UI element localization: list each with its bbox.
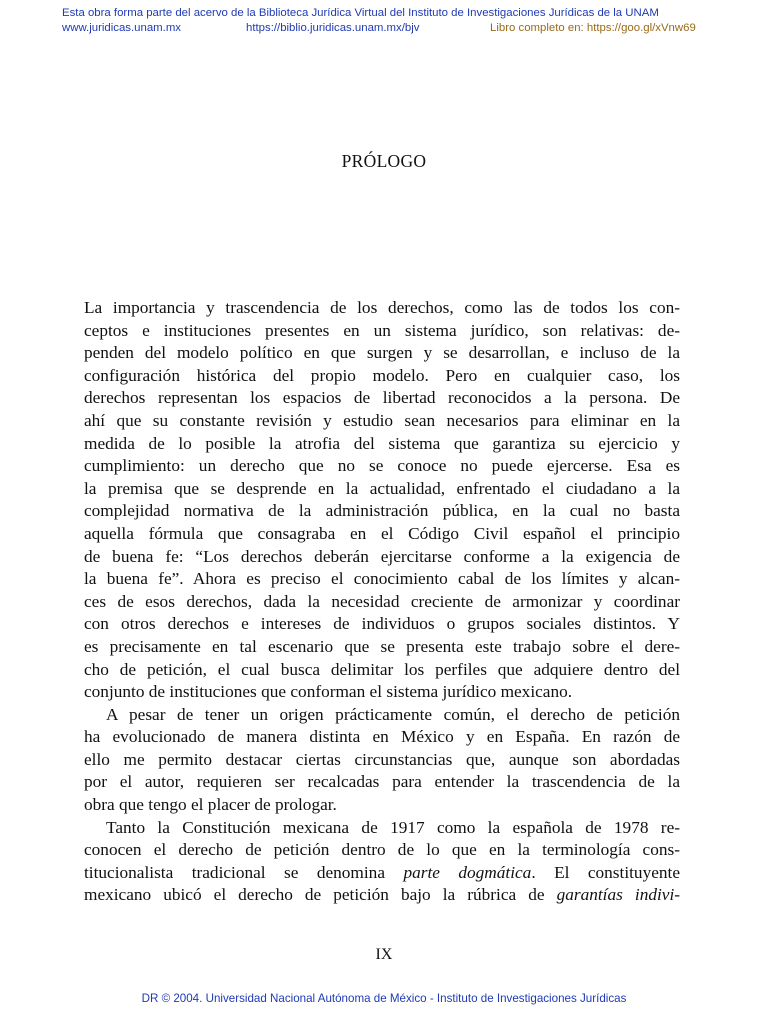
text-line: la buena fe”. Ahora es preciso el conocimiento cabal de los límites y alcan- [84,569,680,589]
text-line: ces de esos derechos, dada la necesidad creciente de armonizar y coordinar [84,591,680,611]
full-book-link[interactable]: Libro completo en: https://goo.gl/xVnw69 [490,21,696,34]
text-line: obra que tengo el placer de prologar. [84,795,337,815]
text-line: cho de petición, el cual busca delimitar los perfiles que adquiere dentro del [84,659,680,679]
text-line: derechos representan los espacios de libertad reconocidos a la persona. De [84,388,680,408]
text-line-mixed [84,884,680,907]
italic-term: garantías indivi- [556,885,681,905]
text-line: medida de lo posible la atrofia del sistema que garantiza su ejercicio y [84,433,680,453]
repository-header [62,6,722,36]
text-line: es precisamente en tal escenario que se presenta este trabajo sobre el dere- [84,636,680,656]
text-line: cumplimiento: un derecho que no se conoce no puede ejercerse. Esa es [84,456,680,476]
text-line-mixed [84,862,680,885]
text-line: ha evolucionado de manera distinta en México y en España. En razón de [84,727,680,747]
text-line: aquella fórmula que consagraba en el Código Civil español el principio [84,523,680,543]
text-line: complejidad normativa de la administración pública, en la cual no basta [84,501,680,521]
text-line: conjunto de instituciones que conforman el sistema jurídico mexicano. [84,682,573,702]
text-segment: . El constituyente [531,862,680,882]
biblio-link[interactable]: https://biblio.juridicas.unam.mx/bjv [246,21,420,34]
text-line: ahí que su constante revisión y estudio sean necesarios para eliminar en la [84,410,680,430]
italic-term: parte dogmática [403,862,532,882]
prologue-body [84,297,680,907]
text-line: con otros derechos e intereses de individuos o grupos sociales distintos. Y [84,614,680,634]
text-line: penden del modelo político en que surgen y se desarrollan, e incluso de la [84,343,680,363]
text-segment: mexicano ubicó el derecho de petición bajo la rúbrica de [84,885,545,905]
website-link[interactable]: www.juridicas.unam.mx [62,21,182,34]
text-line: conocen el derecho de petición dentro de lo que en la terminología cons- [84,840,680,860]
page-number: IX [375,946,393,963]
text-line: la premisa que se desprende en la actualidad, enfrentado el ciudadano a la [84,478,680,498]
text-line: configuración histórica del propio modelo. Pero en cualquier caso, los [84,365,680,385]
copyright-footer: DR © 2004. Universidad Nacional Autónoma de México - Instituto de Investigaciones Jurídicas [141,992,627,1005]
repository-links [62,21,722,36]
text-line: Tanto la Constitución mexicana de 1917 como la española de 1978 re- [106,817,680,837]
page-title: PRÓLOGO [341,151,427,171]
text-line: por el autor, requieren ser recalcadas para entender la trascendencia de la [84,772,680,792]
text-line: La importancia y trascendencia de los derechos, como las de todos los con- [84,298,680,317]
text-line: ceptos e instituciones presentes en un sistema jurídico, son relativas: de- [84,320,680,340]
text-line: de buena fe: “Los derechos deberán ejercitarse conforme a la exigencia de [84,546,680,566]
text-segment: titucionalista tradicional se denomina [84,862,385,882]
text-line: A pesar de tener un origen prácticamente común, el derecho de petición [106,704,680,724]
text-line: ello me permito destacar ciertas circunstancias que, aunque son abordadas [84,749,680,769]
repository-notice: Esta obra forma parte del acervo de la Biblioteca Jurídica Virtual del Instituto de Investigaciones Jurídicas de la UNAM [62,7,659,19]
